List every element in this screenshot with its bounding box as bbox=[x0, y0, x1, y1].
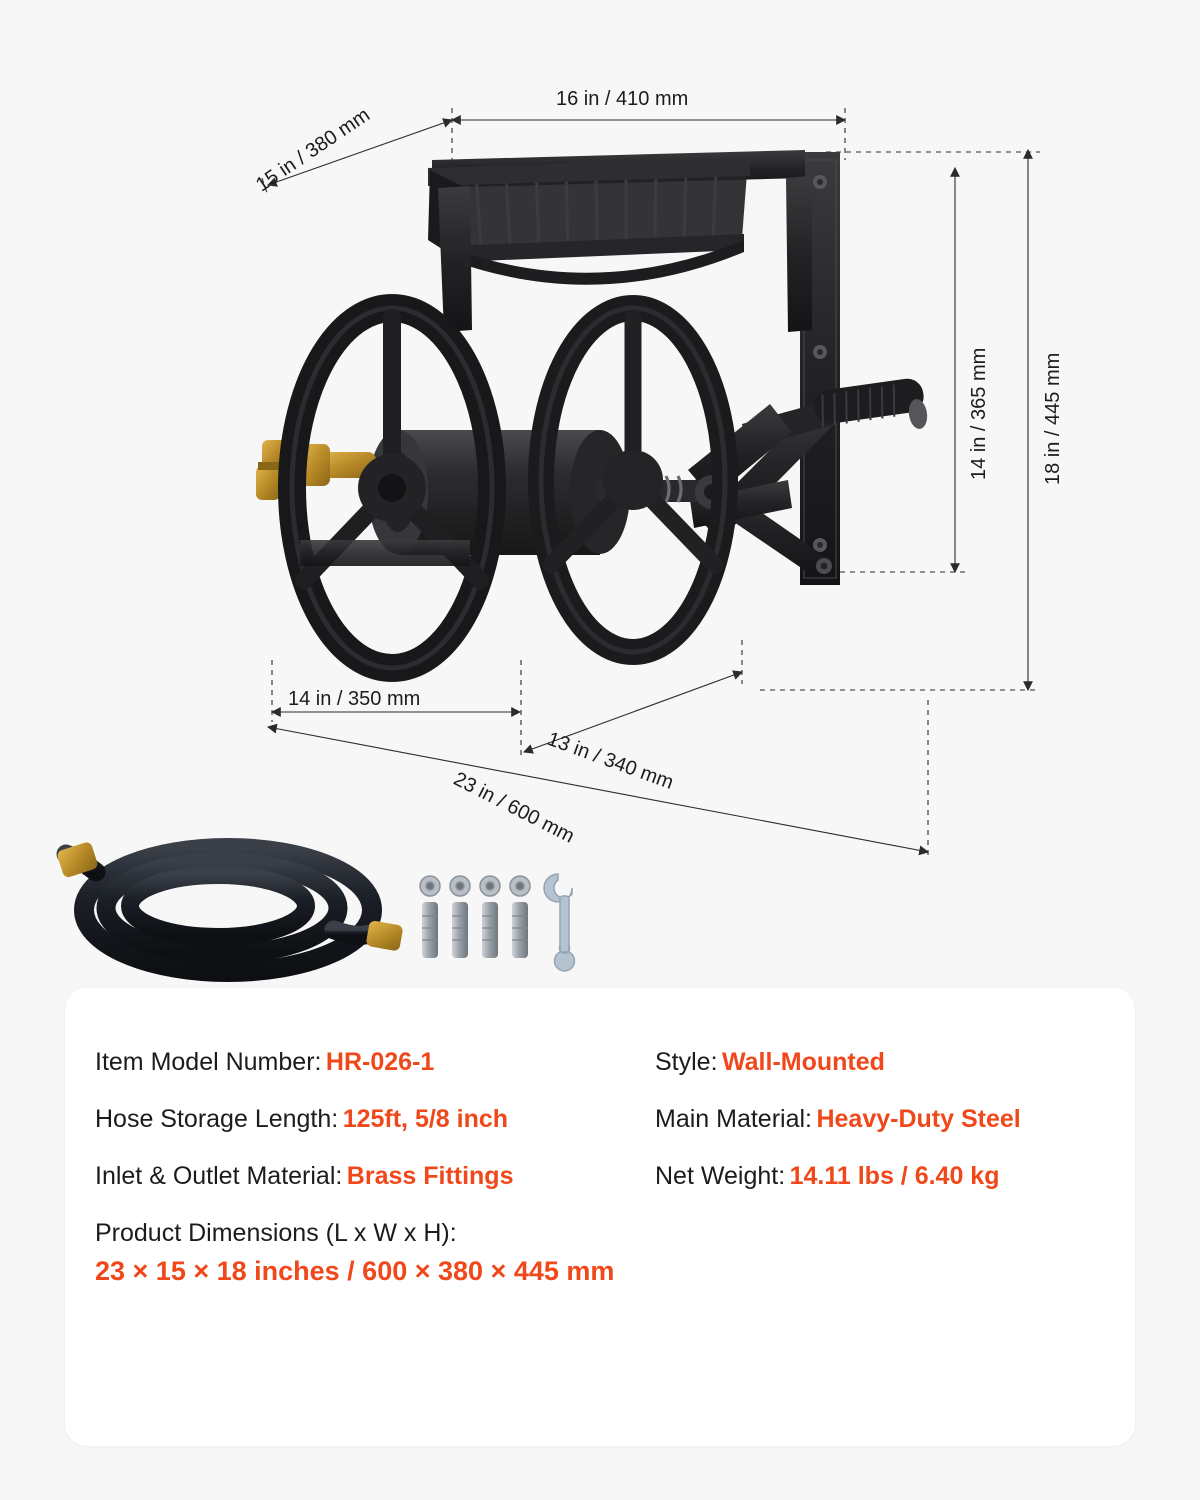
spec-label: Item Model Number: bbox=[95, 1048, 322, 1076]
spec-value: Brass Fittings bbox=[346, 1162, 514, 1190]
spec-label: Main Material: bbox=[655, 1105, 812, 1133]
spec-item-model-number bbox=[95, 1048, 655, 1077]
spec-item-style bbox=[655, 1048, 1115, 1077]
spec-row bbox=[95, 1105, 1115, 1134]
dimension-label-depth-bottom: 13 in / 340 mm bbox=[544, 728, 677, 794]
spec-value: Heavy-Duty Steel bbox=[816, 1105, 1021, 1133]
spec-label: Hose Storage Length: bbox=[95, 1105, 339, 1133]
spec-label: Inlet & Outlet Material: bbox=[95, 1162, 343, 1190]
spec-label: Style: bbox=[655, 1048, 718, 1076]
spec-value: HR-026-1 bbox=[325, 1048, 435, 1076]
dimension-label-height-inner: 14 in / 365 mm bbox=[968, 347, 990, 480]
spec-item-main-material bbox=[655, 1105, 1115, 1134]
dimension-label-overall-length: 23 in / 600 mm bbox=[450, 768, 578, 848]
dimension-label-width-bottom: 14 in / 350 mm bbox=[288, 688, 421, 710]
spec-label: Net Weight: bbox=[655, 1162, 786, 1190]
spec-value: 125ft, 5/8 inch bbox=[342, 1105, 509, 1133]
hose-coil-graphic bbox=[56, 841, 403, 972]
spec-row bbox=[95, 1162, 1115, 1191]
spec-item-net-weight bbox=[655, 1162, 1115, 1191]
hardware-graphic bbox=[420, 874, 575, 971]
spec-row bbox=[95, 1048, 1115, 1077]
spec-item-product-dimensions bbox=[95, 1219, 1115, 1287]
specification-grid bbox=[95, 1048, 1115, 1287]
spec-value: Wall-Mounted bbox=[721, 1048, 885, 1076]
spec-value: 23 × 15 × 18 inches / 600 × 380 × 445 mm bbox=[95, 1256, 615, 1286]
spec-value: 14.11 lbs / 6.40 kg bbox=[789, 1162, 1000, 1190]
dimension-label-height-outer: 18 in / 445 mm bbox=[1042, 352, 1064, 485]
dimension-label-depth-top: 15 in / 380 mm bbox=[252, 104, 374, 197]
spec-item-inlet-outlet-material bbox=[95, 1162, 655, 1191]
dimension-label-width-top: 16 in / 410 mm bbox=[556, 88, 689, 110]
spec-label: Product Dimensions (L x W x H): bbox=[95, 1219, 457, 1247]
specification-card bbox=[65, 988, 1135, 1446]
spec-item-hose-storage-length bbox=[95, 1105, 655, 1134]
